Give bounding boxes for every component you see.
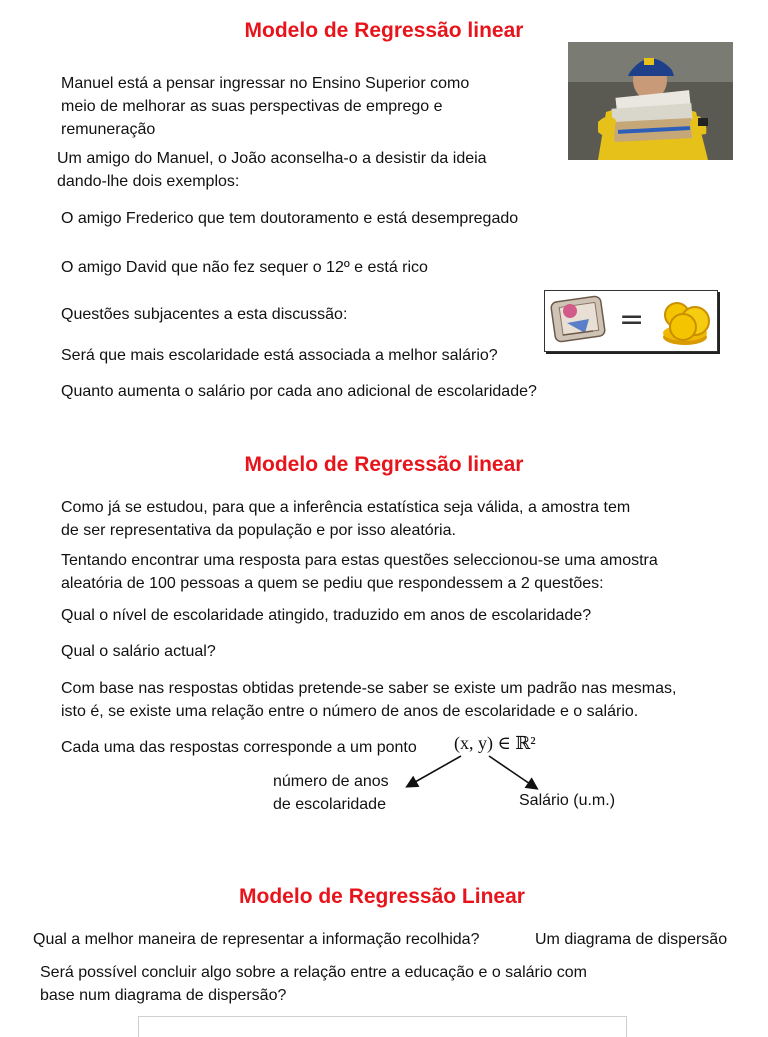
example-david: O amigo David que não fez sequer o 12º e está rico xyxy=(61,259,428,276)
intro-line-2: meio de melhorar as suas perspectivas de emprego e xyxy=(61,98,443,115)
intro-line-3: remuneração xyxy=(61,121,156,138)
question-education-level: Qual o nível de escolaridade atingido, traduzido em anos de escolaridade? xyxy=(61,607,592,624)
arrow-to-x-label xyxy=(408,756,461,786)
question-education-salary: Será que mais escolaridade está associada a melhor salário? xyxy=(61,347,498,364)
courier-photo xyxy=(568,42,733,160)
arrow-to-y-label xyxy=(489,756,536,788)
question-current-salary: Qual o salário actual? xyxy=(61,643,216,660)
example-frederico: O amigo Frederico que tem doutoramento e está desempregado xyxy=(61,210,519,227)
point-formula: (x, y) ∈ ℝ² xyxy=(454,733,536,753)
para3-line-2: isto é, se existe uma relação entre o número de anos de escolaridade e o salário. xyxy=(61,703,639,720)
diploma-icon xyxy=(550,296,605,343)
equals-sign: = xyxy=(619,302,645,337)
section3-title: Modelo de Regressão Linear xyxy=(239,885,525,908)
question-salary-increase: Quanto aumenta o salário por cada ano adicional de escolaridade? xyxy=(61,383,537,400)
section1-title: Modelo de Regressão linear xyxy=(244,19,524,42)
questions-heading: Questões subjacentes a esta discussão: xyxy=(61,306,348,323)
para3-line-1: Com base nas respostas obtidas pretende-se saber se existe um padrão nas mesmas, xyxy=(61,680,677,697)
x-label-line-1: número de anos xyxy=(273,773,389,790)
friend-line-1: Um amigo do Manuel, o João aconselha-o a desistir da ideia xyxy=(57,150,487,167)
friend-line-2: dando-lhe dois exemplos: xyxy=(57,173,240,190)
y-label: Salário (u.m.) xyxy=(519,792,616,809)
gold-coins-icon xyxy=(663,303,709,345)
para2-line-2: aleatória de 100 pessoas a quem se pediu que respondessem a 2 questões: xyxy=(61,575,604,592)
para1-line-2: de ser representativa da população e por isso aleatória. xyxy=(61,522,456,539)
answer-scatter-diagram: Um diagrama de dispersão xyxy=(535,931,728,948)
scatter-diagram-frame xyxy=(138,1016,627,1037)
para1-line-1: Como já se estudou, para que a inferência estatística seja válida, a amostra tem xyxy=(61,499,631,516)
point-text: Cada uma das respostas corresponde a um ponto xyxy=(61,739,417,756)
question-representation: Qual a melhor maneira de representar a informação recolhida? xyxy=(33,931,480,948)
x-label-line-2: de escolaridade xyxy=(273,796,386,813)
question2-line-2: base num diagrama de dispersão? xyxy=(40,987,287,1004)
intro-line-1: Manuel está a pensar ingressar no Ensino Superior como xyxy=(61,75,470,92)
question2-line-1: Será possível concluir algo sobre a relação entre a educação e o salário com xyxy=(40,964,587,981)
para2-line-1: Tentando encontrar uma resposta para estas questões seleccionou-se uma amostra xyxy=(61,552,658,569)
diploma-equals-money-illustration xyxy=(544,290,718,352)
section2-title: Modelo de Regressão linear xyxy=(244,453,524,476)
